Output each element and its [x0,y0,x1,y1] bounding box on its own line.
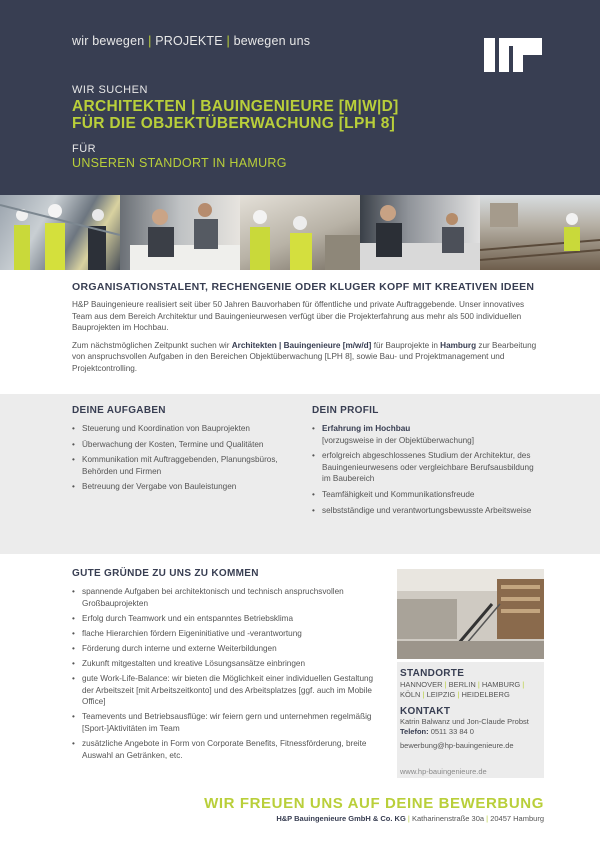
list-item: • spannende Aufgaben bei architektonisch und technisch anspruchsvollen Großbauprojekten [72,586,382,609]
kontakt-heading: KONTAKT [400,706,451,717]
profil-heading: DEIN PROFIL [312,405,379,416]
standort-label: UNSEREN STANDORT IN HAMURG [72,156,287,170]
standorte-cities: HANNOVER | BERLIN | HAMBURG | KÖLN | LEIPZIG | HEIDELBERG [400,680,525,699]
gruende-list [72,586,382,761]
list-item: • Überwachung der Kosten, Termine und Qualitäten [72,439,302,451]
aufgaben-list [72,423,302,493]
intro-heading: ORGANISATIONSTALENT, RECHENGENIE ODER KLUGER KOPF MIT KREATIVEN IDEEN [72,281,535,293]
list-item: • flache Hierarchien fördern Eigeninitiative und -verantwortung [72,628,382,640]
gruende-section [72,568,382,765]
company-logo [484,38,542,72]
photo-meeting [120,195,240,270]
list-item: • zusätzliche Angebote in Form von Corporate Benefits, Fitnessförderung, breite Auswahl an Getränken, etc. [72,738,382,761]
intro-section [72,281,542,381]
kontakt-email-link[interactable]: bewerbung@hp-bauingenieure.de [400,741,514,750]
list-item: • Erfolg durch Teamwork und ein entspanntes Betriebsklima [72,613,382,625]
aufgaben-section [72,405,302,497]
tagline-part: bewegen uns [233,34,311,48]
list-item: • Erfahrung im Hochbau [vorzugsweise in der Objektüberwachung] [312,423,542,446]
intro-paragraph: H&P Bauingenieure realisiert seit über 50 Jahren Bauvorhaben für öffentliche und private Auftraggebende. Unser innovatives Team aus dem Bereich Architektur und Bauingenieurwesen verfügt über die Projekterfahrung aus mehr als 500 individuellen Bauprojekten im Hochbau. [72,300,525,333]
profil-list [312,423,542,516]
list-item: • gute Work-Life-Balance: wir bieten die Möglichkeit einer individuellen Gestaltung der Arbeitszeit [mit Arbeitszeitkonto] und des Arbeitsplatzes [ggf. auch im Mobile Office] [72,673,382,708]
photo-strip [0,195,600,270]
photo-office-team [360,195,480,270]
kontakt-phone: Telefon: 0511 33 84 0 [400,727,474,736]
list-item: • Förderung durch interne und externe Weiterbildungen [72,643,382,655]
tagline-part: PROJEKTE [155,34,223,48]
list-item: • Teamfähigkeit und Kommunikationsfreude [312,489,542,501]
job-title-line: FÜR DIE OBJEKTÜBERWACHUNG [LPH 8] [72,115,396,132]
footer-address: H&P Bauingenieure GmbH & Co. KG | Katharinenstraße 30a | 20457 Hamburg [276,814,544,823]
standorte-heading: STANDORTE [400,668,465,679]
kontakt-names: Katrin Balwanz und Jon-Claude Probst [400,717,529,726]
gruende-heading: GUTE GRÜNDE ZU UNS ZU KOMMEN [72,568,259,579]
list-item: • Kommunikation mit Auftraggebenden, Planungsbüros, Behörden und Firmen [72,454,302,477]
fuer-label: FÜR [72,143,97,155]
list-item: • Betreuung der Vergabe von Bauleistungen [72,481,302,493]
website-link[interactable]: www.hp-bauingenieure.de [400,767,487,776]
photo-site-inspection [240,195,360,270]
list-item: • Steuerung und Koordination von Bauprojekten [72,423,302,435]
contact-panel [397,662,544,778]
photo-rebar-site [480,195,600,270]
job-title-line: ARCHITEKTEN | BAUINGENIEURE [M|W|D] [72,98,399,115]
intro-paragraph-position: Zum nächstmöglichen Zeitpunkt suchen wir Architekten | Bauingenieure [m/w/d] für Bauprojekte in Hamburg zur Bearbeitung von anspruchsvollen Aufgaben in den Bereichen Objektüberwachung [LPH 8], sowie Bau- und Projektmanagement und Projektcontrolling. [72,340,537,373]
job-title [72,98,399,132]
tagline-part: wir bewegen [72,34,145,48]
list-item: • selbstständige und verantwortungsbewusste Arbeitsweise [312,505,542,517]
list-item: • Zukunft mitgestalten und kreative Lösungsansätze einbringen [72,658,382,670]
aufgaben-heading: DEINE AUFGABEN [72,405,166,416]
wir-suchen: WIR SUCHEN [72,84,148,96]
list-item: • Teamevents und Betriebsausflüge: wir feiern gern und unternehmen regelmäßig [Sport-]Aktivitäten im Team [72,711,382,734]
footer-title: WIR FREUEN UNS AUF DEINE BEWERBUNG [204,795,544,812]
photo-building-interior [397,569,544,659]
tagline: wir bewegen | PROJEKTE | bewegen uns [72,34,311,48]
profil-section [312,405,542,520]
list-item: • erfolgreich abgeschlossenes Studium der Architektur, des Bauingenieurwesens oder vergleichbare Berufsausbildung im Baubereich [312,450,542,485]
photo-workers [0,195,120,270]
